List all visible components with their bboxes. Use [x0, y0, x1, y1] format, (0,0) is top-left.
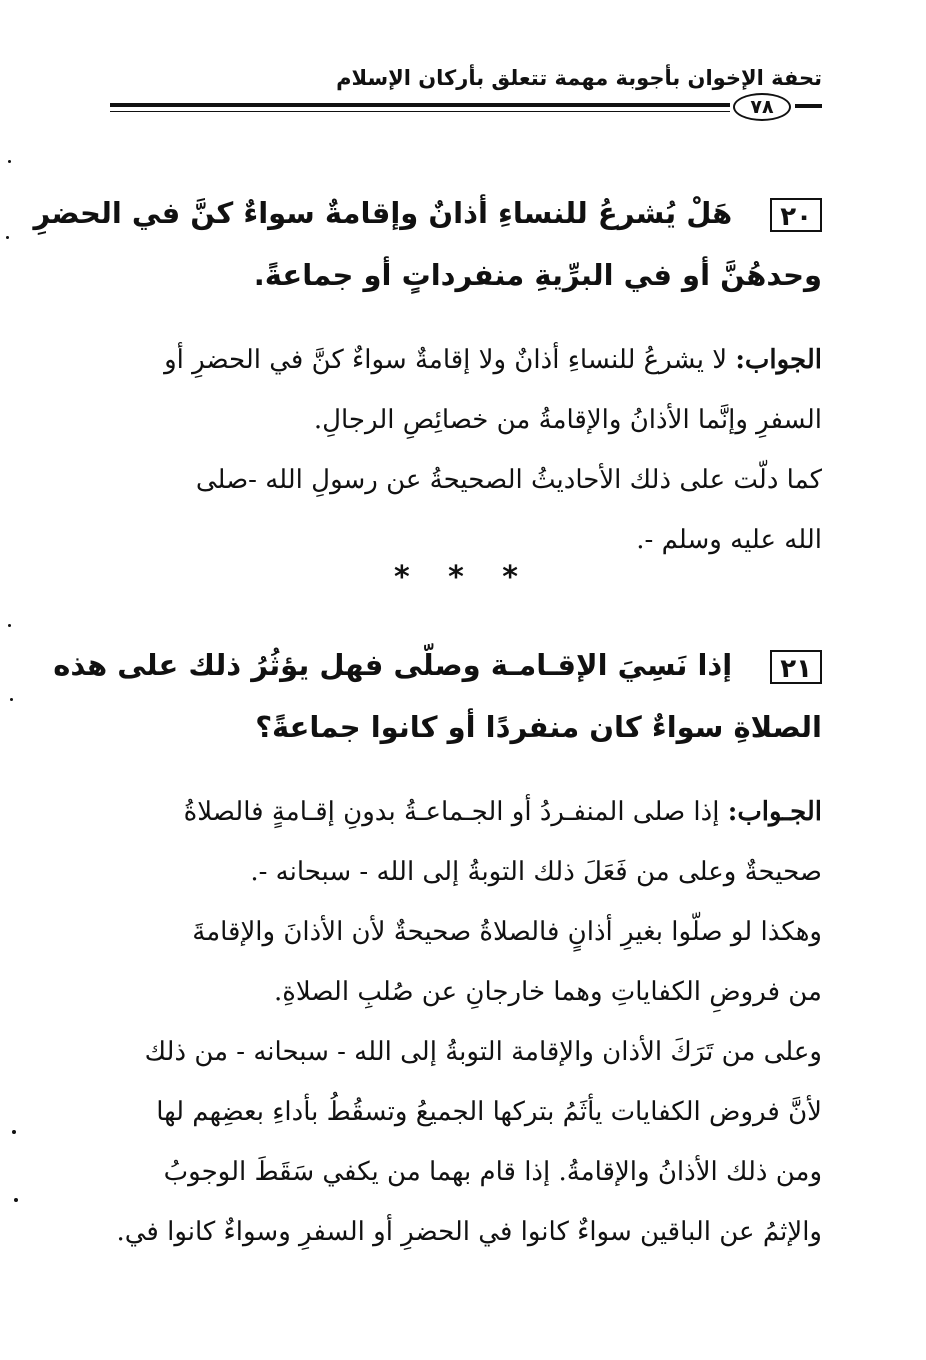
answer-line: ومن ذلك الأذانُ والإقامةُ. إذا قام بهما من يكفي سَقَطَ الوجوبُ	[163, 1157, 822, 1187]
answer-line: السفرِ وإنَّما الأذانُ والإقامةُ من خصائِصِ الرجالِ.	[313, 405, 822, 435]
answer-line: الله عليه وسلم -.	[636, 525, 822, 555]
page-number: ٧٨	[733, 93, 791, 121]
question-line	[33, 182, 822, 244]
question-20	[33, 182, 822, 306]
section-separator: * * *	[394, 560, 532, 595]
running-title: تحفة الإخوان بأجوبة مهمة تتعلق بأركان الإسلام	[336, 66, 822, 90]
question-text: هَلْ يُشرعُ للنساءِ أذانٌ وإقامةٌ سواءٌ كنَّ في الحضرِ	[33, 196, 733, 230]
answer-line: من فروضِ الكفاياتِ وهما خارجانِ عن صُلبِ الصلاةِ.	[273, 977, 822, 1007]
answer-line: لأنَّ فروض الكفايات يأثَمُ بتركها الجميعُ وتسقُطُ بأداءِ بعضِهم لها	[156, 1097, 822, 1127]
answer-line: والإثمُ عن الباقين سواءٌ كانوا في الحضرِ أو السفرِ وسواءٌ كانوا في.	[116, 1217, 822, 1247]
answer-text: إذا صلى المنفـردُ أو الجـماعـةُ بدونِ إقـامةٍ فالصلاةُ	[183, 797, 720, 827]
answer-text: لا يشرعُ للنساءِ أذانٌ ولا إقامةٌ سواءٌ كنَّ في الحضرِ أو	[164, 345, 728, 375]
answer-21	[100, 782, 822, 1262]
answer-line: وهكذا لو صلّوا بغيرِ أذانٍ فالصلاةُ صحيحةٌ لأن الأذانَ والإقامةَ	[192, 917, 822, 947]
answer-line: وعلى من تَرَكَ الأذان والإقامة التوبةُ إلى الله - سبحانه - من ذلك	[144, 1037, 822, 1067]
answer-line	[100, 330, 822, 390]
scan-speck	[10, 698, 13, 701]
scan-speck	[8, 624, 11, 627]
question-line: الصلاةِ سواءٌ كان منفردًا أو كانوا جماعةً؟	[255, 710, 822, 744]
question-line: وحدهُنَّ أو في البرِّيةِ منفرداتٍ أو جماعةً.	[253, 258, 822, 292]
question-line	[53, 634, 822, 696]
answer-20	[100, 330, 822, 570]
header-rule-right	[795, 104, 822, 108]
answer-line: كما دلّت على ذلك الأحاديثُ الصحيحةُ عن رسولِ الله -صلى	[195, 465, 822, 495]
question-text: إذا نَسِيَ الإقـامـة وصلّى فهل يؤثُرُ ذلك على هذه	[53, 648, 733, 682]
question-number-box: ٢٠	[770, 198, 822, 232]
answer-label: الجواب:	[735, 345, 822, 375]
answer-line: صحيحةٌ وعلى من فَعَلَ ذلك التوبةُ إلى الله - سبحانه -.	[250, 857, 822, 887]
scan-speck	[14, 1198, 18, 1202]
header-rule-thin	[110, 111, 730, 112]
scan-speck	[8, 160, 11, 163]
scan-speck	[12, 1130, 16, 1134]
scan-speck	[6, 236, 9, 239]
answer-line	[100, 782, 822, 842]
answer-label: الجـواب:	[727, 797, 822, 827]
question-number-box: ٢١	[770, 650, 822, 684]
header-rule-thick	[110, 103, 730, 107]
question-21	[53, 634, 822, 758]
